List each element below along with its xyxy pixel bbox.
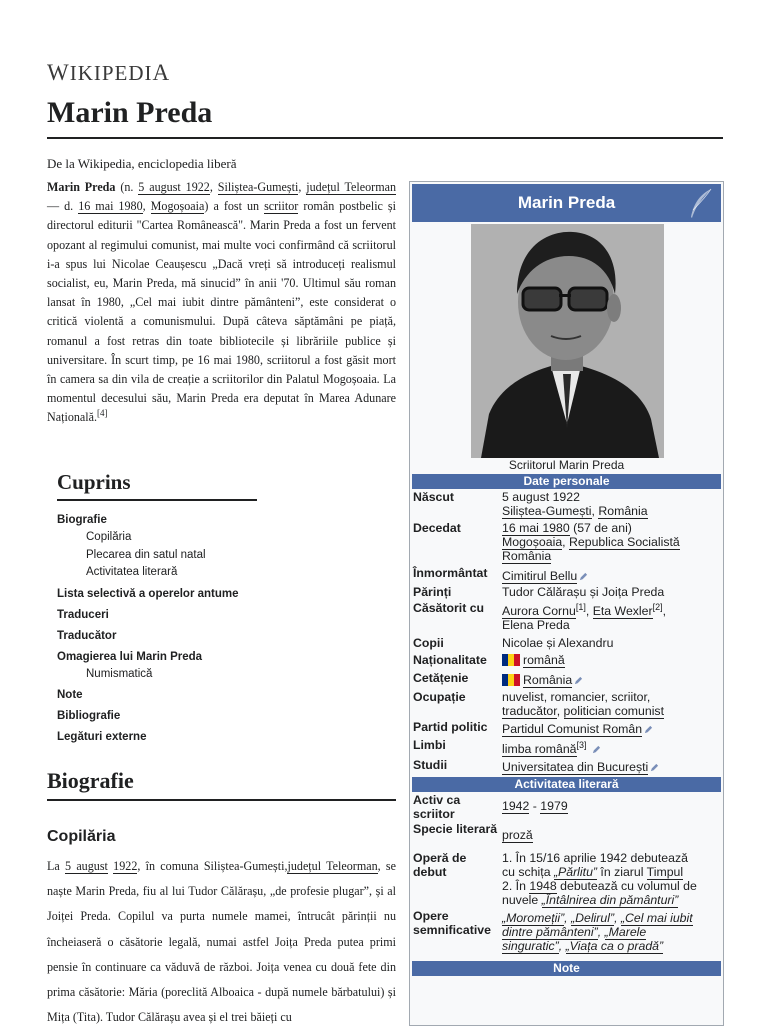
page-title: Marin Preda — [47, 96, 213, 129]
toc-item[interactable]: Traducător — [57, 629, 117, 642]
band-personal-data: Date personale — [412, 474, 721, 489]
page-tagline: De la Wikipedia, enciclopedia liberă — [47, 156, 237, 171]
row-value — [502, 911, 722, 953]
row-value — [502, 760, 722, 774]
text: , — [209, 180, 218, 194]
infobox — [409, 181, 724, 1026]
row-value: Tudor Călărașu și Joița Preda — [502, 585, 665, 599]
value-text: nuvele — [502, 893, 542, 907]
row-value — [502, 673, 722, 687]
link-citizenship[interactable]: România — [523, 673, 573, 687]
link-death-date[interactable]: 16 mai 1980 — [78, 199, 143, 214]
toc-item[interactable]: Note — [57, 689, 83, 701]
wordmark-letter: W — [47, 60, 70, 85]
edit-pencil-icon[interactable] — [592, 745, 601, 754]
value-text: în ziarul — [597, 865, 647, 879]
row-label: Cetățenie — [413, 671, 469, 685]
infobox-title — [412, 184, 721, 222]
row-label: Operă de debut — [413, 851, 467, 879]
link-year[interactable]: 1979 — [540, 799, 568, 813]
link-country[interactable]: Republica Socialistă — [569, 535, 680, 549]
quill-icon — [687, 188, 713, 220]
toc-item[interactable]: Numismatică — [86, 667, 153, 680]
row-value — [502, 828, 722, 842]
link-date[interactable]: 5 august — [65, 859, 108, 873]
title-divider — [47, 137, 723, 139]
value-text: - — [529, 799, 541, 813]
link-newspaper[interactable]: Timpul — [646, 865, 684, 879]
toc-item[interactable]: Omagierea lui Marin Preda — [57, 650, 203, 663]
edit-pencil-icon[interactable] — [644, 725, 653, 734]
row-value: Nicolae și Alexandru — [502, 636, 614, 650]
row-label: Partid politic — [413, 720, 488, 734]
text: — d. — [47, 199, 79, 214]
link-work[interactable]: dintre pământeni” — [502, 925, 598, 939]
link-work[interactable]: „Moromeții” — [502, 911, 565, 925]
row-label: Înmormântat — [413, 566, 488, 580]
link-occupation[interactable]: politician comunist — [563, 704, 665, 718]
row-label: Naționalitate — [413, 653, 487, 667]
link-party[interactable]: Partidul Comunist Român — [502, 722, 643, 736]
toc-divider — [57, 499, 257, 501]
link-writer[interactable]: scriitor — [264, 199, 299, 214]
reference-link[interactable]: [2] — [652, 601, 663, 612]
row-value: nuvelist, romancier, scriitor, traducător, politician comunist — [502, 690, 722, 718]
edit-pencil-icon[interactable] — [579, 572, 588, 581]
wordmark-letters: IKIPEDI — [69, 61, 153, 85]
row-label: Specie literară — [413, 822, 498, 836]
text: , se naște Marin Preda, fiu al lui Tudor Călărașu, „de profesie plugar”, și al Joiței Preda. Copilul va purta numele mamei, întrucât părinții nu încheiaseră o căsătorie legală, numai astfel Joița Preda putea primi pensie în continuare ca văduvă de război. Joița venea cu două fete din prima căsătorie: Măria (poreclită Alboaica - după numele bărbatului) și Mița (Tita). Tudor Călărașu avea și el trei băieți cu — [47, 859, 397, 1025]
row-value: Aurora Cornu[1], Eta Wexler[2], Elena Preda — [502, 604, 722, 632]
reference-link[interactable]: [3] — [576, 739, 587, 750]
portrait-image — [471, 224, 664, 458]
toc-title: Cuprins — [57, 470, 131, 494]
link-birth-date[interactable]: 5 august 1922 — [138, 180, 210, 194]
toc-item[interactable]: Lista selectivă a operelor antume — [57, 587, 239, 600]
row-value: 16 mai 1980 (57 de ani) Mogoșoaia, Republica Socialistă România — [502, 521, 680, 563]
wordmark-letter: A — [152, 60, 171, 85]
link-year[interactable]: 1922 — [113, 859, 138, 873]
link-cemetery[interactable]: Cimitirul Bellu — [502, 569, 578, 583]
row-label: Limbi — [413, 738, 446, 752]
link-genre[interactable]: proză — [502, 828, 533, 842]
link-country[interactable]: România — [598, 504, 648, 518]
link-country[interactable]: România — [502, 549, 552, 563]
value-text: , — [597, 925, 605, 939]
link-birth-place[interactable]: Siliștea-Gumești — [502, 504, 592, 518]
lead-paragraph — [47, 178, 396, 428]
row-value — [502, 653, 722, 667]
row-value — [502, 799, 722, 813]
row-label: Părinți — [413, 585, 452, 599]
link-death-place[interactable]: Mogoșoaia — [502, 535, 563, 549]
value-text: nuvelist, romancier, scriitor, — [502, 690, 651, 704]
reference-link[interactable]: [1] — [575, 601, 586, 612]
text: La — [47, 859, 66, 873]
text: (n. — [115, 180, 139, 194]
edit-pencil-icon[interactable] — [650, 763, 659, 772]
value-text: debutează cu volumul de — [556, 879, 697, 893]
link-work[interactable]: singuratic” — [502, 939, 559, 953]
row-label: Născut — [413, 490, 455, 504]
link-work[interactable]: „Cel mai iubit — [620, 911, 693, 925]
link-death-date[interactable]: 16 mai 1980 — [502, 521, 570, 535]
photo-caption: Scriitorul Marin Preda — [508, 458, 625, 472]
link-work[interactable]: „Părlitu” — [553, 865, 597, 879]
text: , — [298, 180, 307, 194]
link-spouse[interactable]: Eta Wexler — [592, 604, 653, 618]
value-text: , — [564, 911, 572, 925]
toc-item[interactable]: Biografie — [57, 514, 107, 526]
lead-subject: Marin Preda — [47, 180, 116, 194]
value-text: (57 de ani) — [569, 521, 632, 535]
portrait-photo[interactable] — [471, 224, 664, 458]
band-notes: Note — [412, 961, 721, 976]
link-language[interactable]: limba română — [502, 742, 577, 756]
link-work[interactable]: „Delirul” — [571, 911, 615, 925]
link-university[interactable]: Universitatea din București — [502, 760, 649, 774]
link-occupation[interactable]: traducător — [502, 704, 557, 718]
romania-flag-icon — [502, 674, 520, 686]
link-work[interactable]: „Întâlnirea din pământuri” — [541, 893, 679, 907]
row-label: Studii — [413, 758, 448, 772]
toc-item[interactable]: Copilăria — [86, 531, 132, 543]
value-text: , — [558, 939, 566, 953]
value-text: 2. În — [502, 879, 530, 893]
row-value — [502, 569, 722, 583]
toc-list — [57, 511, 277, 746]
row-value — [502, 722, 722, 736]
band-literary-activity: Activitatea literară — [412, 777, 721, 792]
toc-item[interactable]: Traduceri — [57, 608, 109, 621]
table-of-contents — [57, 470, 277, 746]
edit-pencil-icon[interactable] — [574, 676, 583, 685]
value-text: Elena Preda — [502, 618, 570, 632]
text: ) a fost un — [204, 199, 265, 214]
wikipedia-wordmark[interactable] — [47, 60, 170, 86]
romania-flag-icon — [502, 654, 520, 666]
row-value: 5 august 1922 Siliștea-Gumești, România — [502, 490, 722, 518]
row-label: Decedat — [413, 521, 461, 535]
value-text: , — [614, 911, 621, 925]
link-year[interactable]: 1942 — [502, 799, 530, 813]
row-label: Ocupație — [413, 690, 466, 704]
text: , — [142, 199, 151, 214]
body-paragraph — [47, 854, 396, 1030]
subsection-heading-copilaria: Copilăria — [47, 828, 116, 845]
section-divider — [47, 799, 396, 801]
value-text: 1. În 15/16 aprilie 1942 debutează — [502, 851, 688, 865]
link-birth-place[interactable]: Siliștea-Gumești — [217, 180, 299, 194]
value-text: cu schița — [502, 865, 554, 879]
toc-item[interactable]: Plecarea din satul natal — [86, 548, 206, 561]
toc-item[interactable]: Bibliografie — [57, 710, 121, 722]
link-year[interactable]: 1948 — [529, 879, 557, 893]
link-death-place[interactable]: Mogoșoaia — [150, 199, 205, 214]
link-county[interactable]: județul Teleorman — [287, 859, 378, 873]
row-value — [502, 851, 722, 907]
link-nationality[interactable]: română — [523, 653, 565, 667]
reference-link[interactable]: [4] — [97, 408, 108, 419]
infobox-title-text: Marin Preda — [517, 193, 616, 212]
link-spouse[interactable]: Aurora Cornu — [502, 604, 576, 618]
toc-item[interactable]: Legături externe — [57, 731, 147, 743]
link-work[interactable]: „Viața ca o pradă” — [565, 939, 664, 953]
link-county[interactable]: județul Teleorman — [306, 180, 397, 194]
row-value — [502, 739, 722, 756]
row-label: Activ ca scriitor — [413, 793, 461, 821]
toc-item[interactable]: Activitatea literară — [86, 566, 178, 578]
text: , în comuna Siliștea-Gumești, — [137, 859, 288, 873]
row-label: Căsătorit cu — [413, 601, 485, 615]
value-text: 5 august 1922 — [502, 490, 580, 504]
section-heading-biografie: Biografie — [47, 768, 134, 793]
row-label: Copii — [413, 636, 444, 650]
text: român postbelic și directorul editurii "Cartea Românească". Marin Preda a fost un fervent opozant al regimului comunist, mai multe voci confirmând că scriitorul i-a spus lui Nicolae Ceaușescu „Dacă vreți să introduceți realismul socialist, eu, Marin Preda, mă sinucid” în anii '70. Ultimul său roman lansat în 1980, „Cel mai iubit dintre pământeni”, este considerat o critică violentă a comunismului. După câteva săptămâni pe piață, romanul a fost retras din toate bibliotecile și librăriile publice și universitare. În scurt timp, pe 16 mai 1980, scriitorul a fost găsit mort în camera sa din vila de creație a scriitorilor din Palatul Mogoșoaia. La momentul decesului său, Marin Preda era deputat în Marea Adunare Națională. — [47, 199, 396, 425]
link-work[interactable]: „Marele — [604, 925, 647, 939]
row-label: Opere semnificative — [413, 909, 491, 937]
